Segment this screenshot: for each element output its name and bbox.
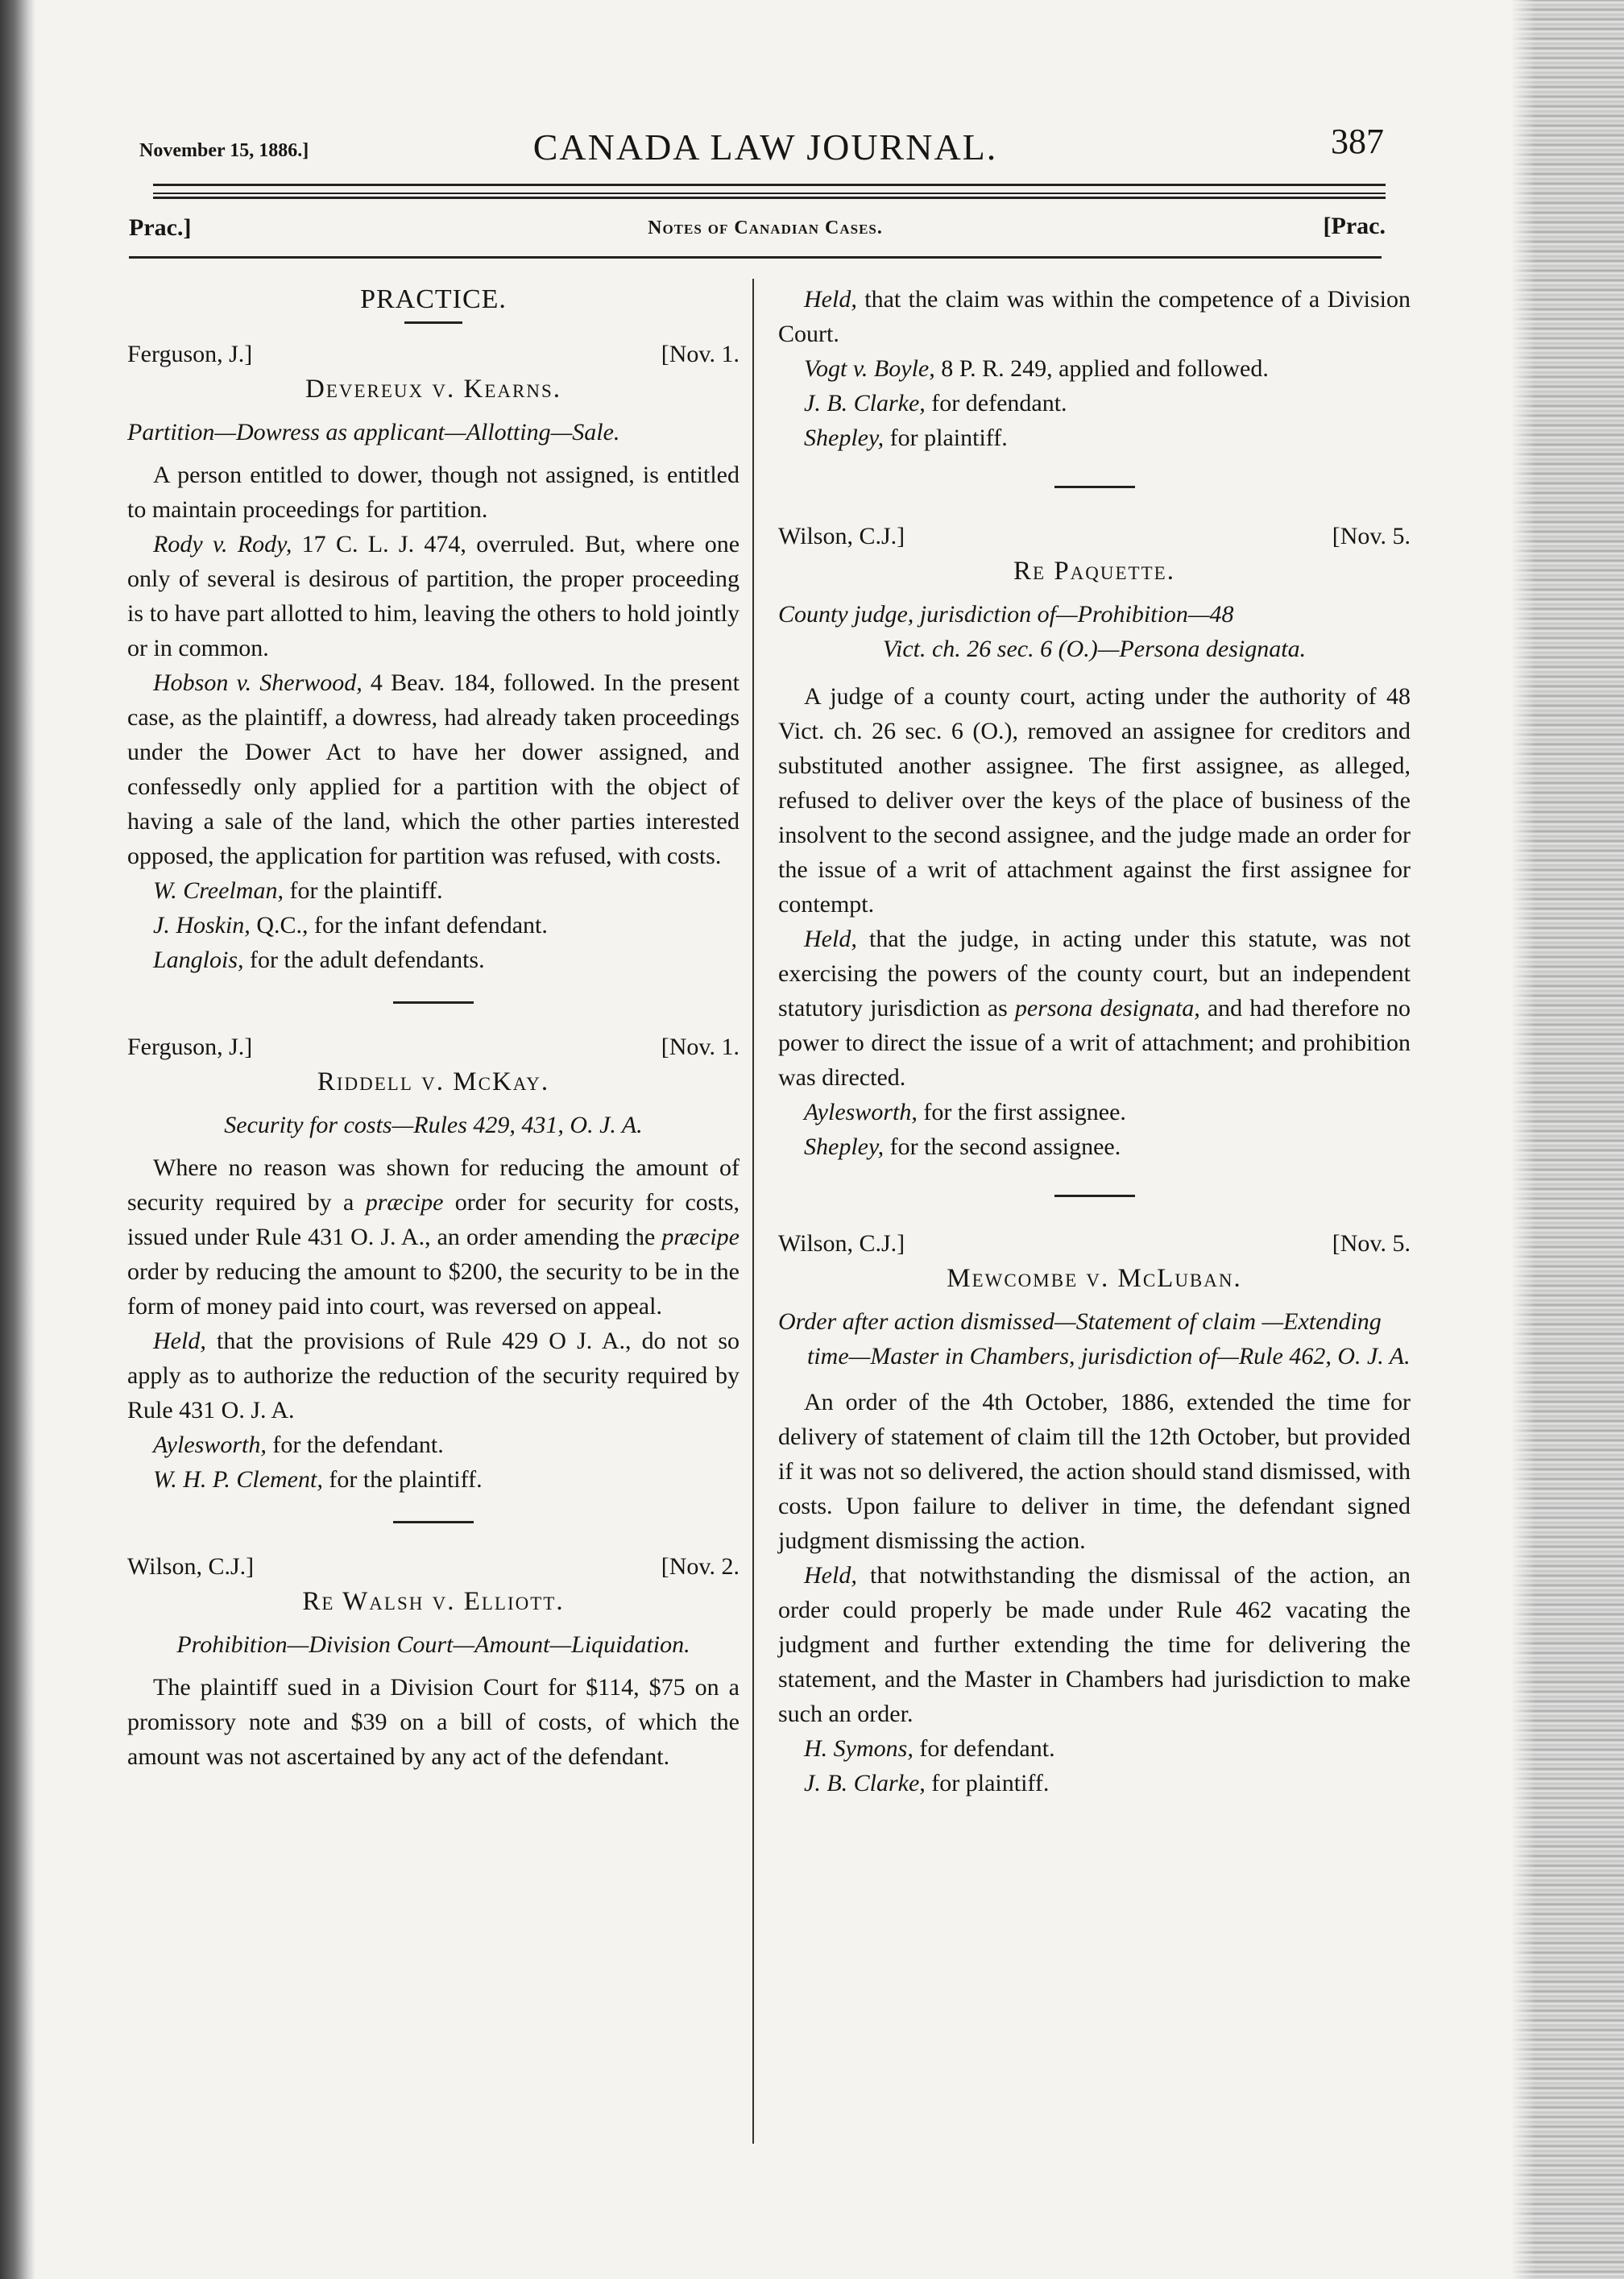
counsel-line: J. B. Clarke, for plaintiff.: [804, 1770, 1050, 1796]
case-separator: [1054, 486, 1135, 488]
case-paragraph: Held, that the provisions of Rule 429 O J. A., do not so apply as to authorize the reduction of the security required by Rule 431 O. J. A.: [127, 1328, 740, 1423]
case-walsh-continued: [778, 282, 1411, 455]
counsel-line: Langlois, for the adult defendants.: [153, 947, 485, 973]
case-walsh: [127, 1549, 740, 1774]
case-title: Devereux v. Kearns.: [305, 375, 561, 404]
case-catchwords: Vict. ch. 26 sec. 6 (O.)—Persona designata.: [882, 636, 1307, 662]
case-judge-line: [127, 1549, 740, 1585]
section-head: [129, 211, 1386, 243]
counsel-line: W. H. P. Clement, for the plaintiff.: [153, 1466, 483, 1493]
section-right: [Prac.: [1323, 213, 1386, 239]
issue-date: November 15, 1886.]: [139, 140, 309, 161]
scan-left-edge: [0, 0, 35, 2279]
case-judge: Wilson, C.J.]: [127, 1553, 255, 1580]
counsel-line: Aylesworth, for the defendant.: [153, 1432, 444, 1458]
case-separator: [1054, 1195, 1135, 1197]
counsel-line: J. Hoskin, Q.C., for the infant defendant.: [153, 912, 548, 939]
case-paragraph: Hobson v. Sherwood, 4 Beav. 184, followed. In the present case, as the plaintiff, a dowress, had already taken proceedings under the Dower Act to have her dower assigned, and confessedly only applied for a partition with the object of having a sale of the land, which the other parties interested opposed, the application for partition was refused, with costs.: [127, 669, 740, 869]
citation: Vogt v. Boyle,: [804, 355, 935, 382]
case-title: Riddell v. McKay.: [317, 1067, 550, 1096]
page-number: 387: [1331, 122, 1384, 161]
case-paragraph: Vogt v. Boyle, 8 P. R. 249, applied and followed.: [804, 355, 1269, 382]
case-paragraph: The plaintiff sued in a Division Court for $114, $75 on a promissory note and $39 on a bill of costs, of which the amount was not ascertained by any act of the defendant.: [127, 1674, 740, 1770]
case-paquette: [778, 519, 1411, 1164]
section-title: Notes of Canadian Cases.: [648, 218, 883, 238]
column-divider: [752, 279, 754, 2144]
case-date: [Nov. 2.: [661, 1553, 740, 1580]
case-catchwords: Security for costs—Rules 429, 431, O. J. A.: [224, 1112, 643, 1138]
case-judge-line: [127, 337, 740, 372]
counsel-line: Aylesworth, for the first assignee.: [804, 1099, 1126, 1125]
header-rule-2: [153, 197, 1386, 201]
heading-rule: [404, 321, 462, 324]
case-title: Re Walsh v. Elliott.: [302, 1587, 565, 1616]
scan-right-edge: [1511, 0, 1624, 2279]
case-judge: Wilson, C.J.]: [778, 523, 905, 549]
counsel-line: W. Creelman, for the plaintiff.: [153, 877, 443, 904]
case-separator: [393, 1001, 474, 1004]
case-catchwords: County judge, jurisdiction of—Prohibition—48: [778, 601, 1234, 628]
counsel-line: Shepley, for the second assignee.: [804, 1133, 1121, 1160]
header-double-rule: [153, 184, 1386, 194]
case-paragraph: A person entitled to dower, though not assigned, is entitled to maintain proceedings for partition.: [127, 462, 740, 523]
case-paragraph: A judge of a county court, acting under the authority of 48 Vict. ch. 26 sec. 6 (O.), removed an assignee for creditors and substituted another assignee. The first assignee, as alleged, refused to deliver over the keys of the place of business of the insolvent to the second assignee, and the judge made an order for the issue of a writ of attachment against the first assignee for contempt.: [778, 683, 1411, 918]
counsel-line: J. B. Clarke, for defendant.: [804, 390, 1067, 416]
case-paragraph: Where no reason was shown for reducing the amount of security required by a præcipe order for security for costs, issued under Rule 431 O. J. A., an order amending the præcipe order by reducing the amount to $200, the security to be in the form of money paid into court, was reversed on appeal.: [127, 1154, 740, 1320]
case-judge-line: [127, 1030, 740, 1065]
case-mewcombe: [778, 1226, 1411, 1800]
case-catchwords: Partition—Dowress as applicant—Allotting—Sale.: [127, 419, 620, 445]
case-catchwords: Order after action dismissed—Statement of claim —Extending time—Master in Chambers, jurisdiction of—Rule 462, O. J. A.: [778, 1308, 1411, 1369]
case-devereux: [127, 337, 740, 977]
right-column: [778, 282, 1411, 1800]
case-judge: Wilson, C.J.]: [778, 1230, 905, 1257]
case-riddell: [127, 1030, 740, 1497]
case-date: [Nov. 1.: [661, 341, 740, 367]
case-judge: Ferguson, J.]: [127, 1034, 253, 1060]
counsel-line: Shepley, for plaintiff.: [804, 425, 1008, 451]
case-paragraph: An order of the 4th October, 1886, extended the time for delivery of statement of claim till the 12th October, but provided if it was not so delivered, the action should stand dismissed, with costs. Upon failure to deliver in time, the defendant signed judgment dismissing the action.: [778, 1389, 1411, 1554]
case-title: Re Paquette.: [1013, 557, 1175, 586]
journal-title: CANADA LAW JOURNAL.: [532, 126, 998, 168]
section-rule: [129, 256, 1382, 259]
case-paragraph: Held, that the claim was within the competence of a Division Court.: [778, 286, 1411, 347]
case-date: [Nov. 5.: [1332, 523, 1411, 549]
section-left: Prac.]: [129, 214, 192, 241]
case-judge: Ferguson, J.]: [127, 341, 253, 367]
case-date: [Nov. 5.: [1332, 1230, 1411, 1257]
case-date: [Nov. 1.: [661, 1034, 740, 1060]
case-paragraph: Held, that the judge, in acting under this statute, was not exercising the powers of the county court, but an independent statutory jurisdiction as persona designata, and had therefore no power to direct the issue of a writ of attachment; and prohibition was directed.: [778, 926, 1411, 1091]
case-separator: [393, 1521, 474, 1523]
case-judge-line: [778, 519, 1411, 554]
case-paragraph: Held, that notwithstanding the dismissal of the action, an order could properly be made under Rule 462 vacating the judgment and further extending the time for delivering the statement, and the Master in Chambers had jurisdiction to make such an order.: [778, 1562, 1411, 1727]
counsel-line: H. Symons, for defendant.: [804, 1735, 1055, 1762]
case-catchwords: Prohibition—Division Court—Amount—Liquidation.: [176, 1631, 690, 1658]
citation: Hobson v. Sherwood,: [153, 669, 362, 696]
running-head: [137, 121, 1384, 169]
case-title: Mewcombe v. McLuban.: [947, 1264, 1242, 1293]
case-judge-line: [778, 1226, 1411, 1262]
practice-heading: PRACTICE.: [360, 284, 507, 314]
left-column: [127, 282, 740, 1774]
citation: Rody v. Rody,: [153, 531, 292, 557]
case-paragraph: Rody v. Rody, 17 C. L. J. 474, overruled. But, where one only of several is desirous of partition, the proper proceeding is to have part allotted to him, leaving the others to hold jointly or in common.: [127, 531, 740, 661]
